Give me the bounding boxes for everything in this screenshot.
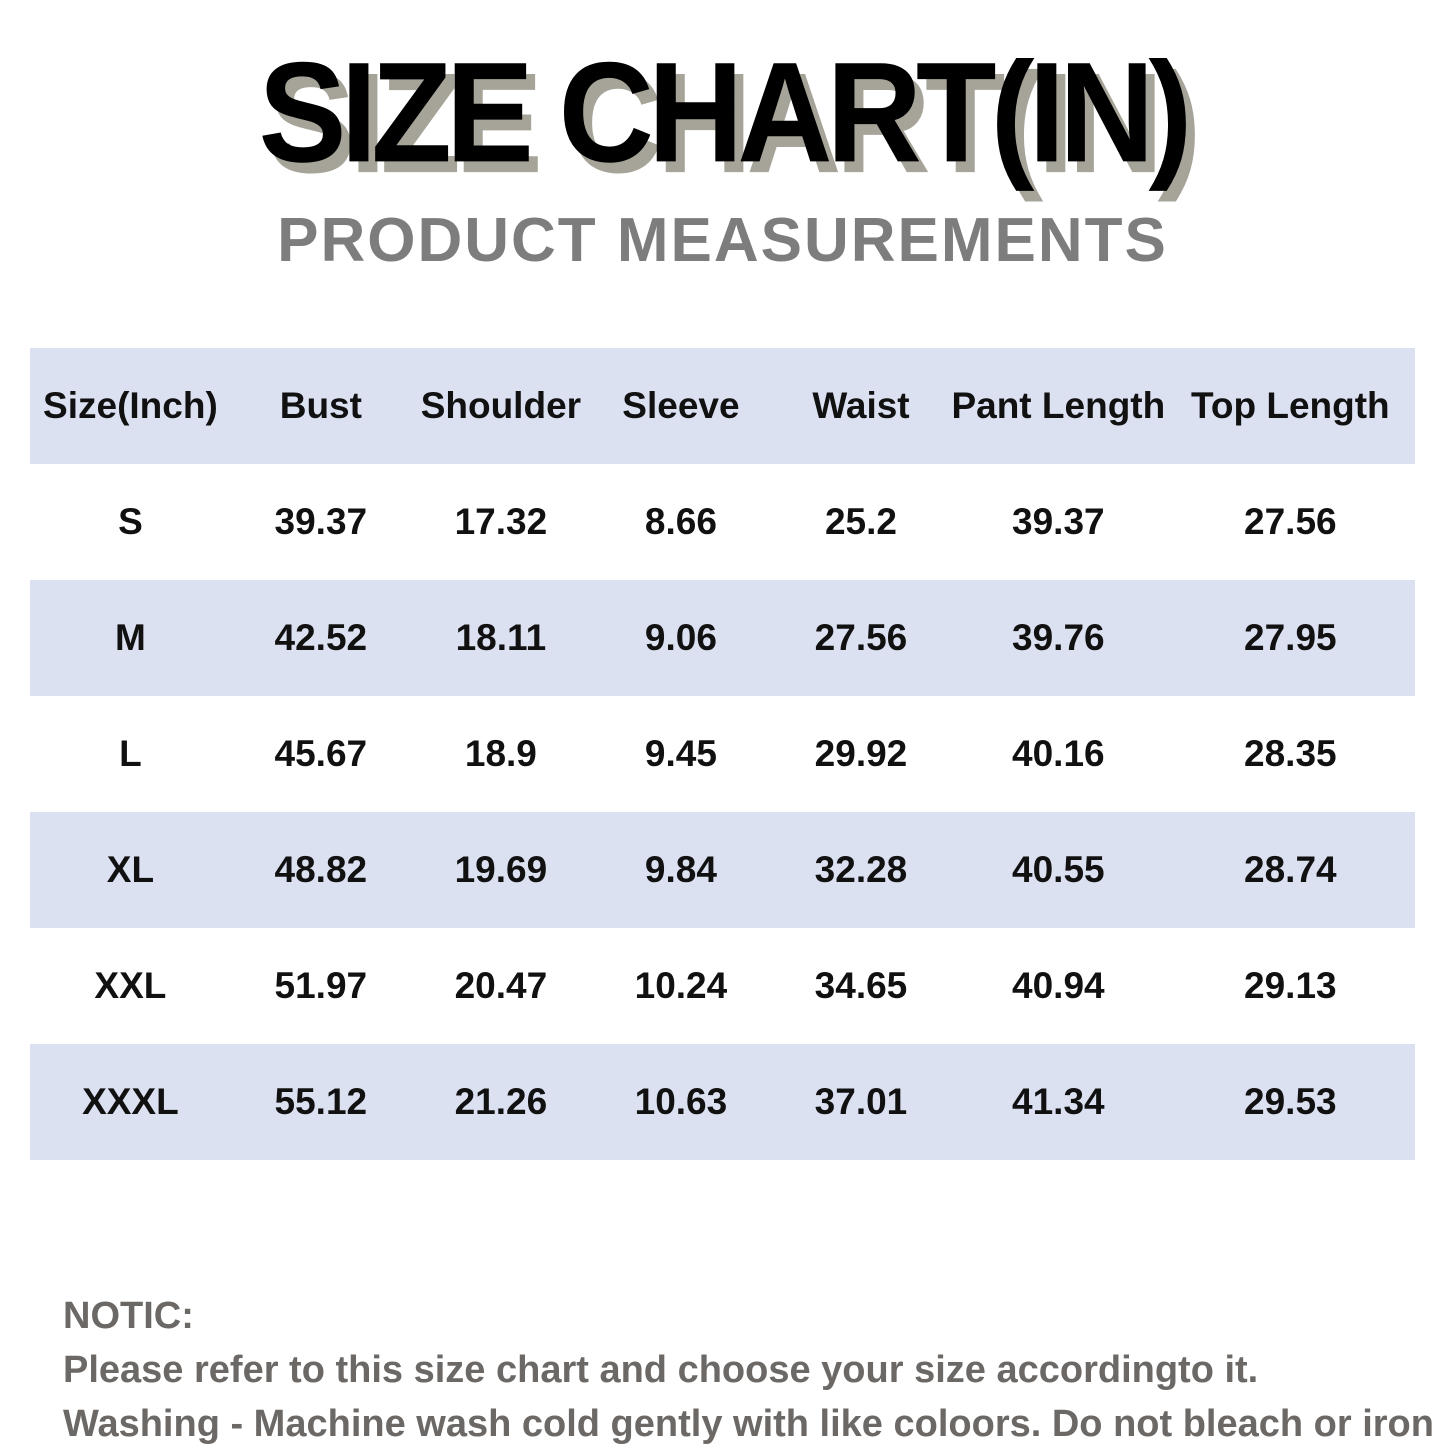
- measurement-cell: 9.45: [644, 732, 717, 774]
- column-header: Pant Length: [951, 384, 1166, 426]
- size-cell: M: [114, 616, 146, 658]
- table-row: [30, 812, 1415, 928]
- measurement-cell: 18.9: [464, 732, 537, 774]
- table-row: [30, 464, 1415, 580]
- column-header: Top Length: [1191, 384, 1390, 426]
- notes-heading: NOTIC:: [63, 1294, 194, 1337]
- measurement-cell: 28.35: [1244, 732, 1337, 774]
- table-row: [30, 1044, 1415, 1160]
- column-header: Bust: [279, 384, 362, 426]
- column-header: Sleeve: [622, 384, 740, 426]
- measurement-cell: 27.56: [814, 616, 908, 658]
- measurement-cell: 41.34: [1012, 1080, 1105, 1122]
- table-row: [30, 928, 1415, 1044]
- measurement-cell: 9.84: [644, 848, 717, 890]
- measurement-cell: 8.66: [644, 500, 717, 542]
- note-washing-instructions: Washing - Machine wash cold gently with like coloors. Do not bleach or iron: [63, 1402, 1434, 1445]
- size-cell: XXL: [94, 964, 167, 1006]
- measurement-cell: 39.37: [274, 500, 368, 542]
- page-title: SIZE CHART(IN): [258, 32, 1187, 192]
- measurement-cell: 9.06: [644, 616, 717, 658]
- table-row: [30, 696, 1415, 812]
- size-cell: S: [118, 500, 143, 542]
- measurement-cell: 39.76: [1012, 616, 1105, 658]
- measurement-cell: 29.53: [1244, 1080, 1337, 1122]
- size-table: [30, 348, 1415, 1160]
- column-header: Shoulder: [420, 384, 582, 426]
- table-header-row: [30, 348, 1415, 464]
- measurement-cell: 27.56: [1244, 500, 1337, 542]
- measurement-cell: 27.95: [1244, 616, 1337, 658]
- measurement-cell: 39.37: [1012, 500, 1105, 542]
- note-size-advice: Please refer to this size chart and choose your size accordingto it.: [63, 1348, 1259, 1391]
- size-cell: XXXL: [82, 1080, 179, 1122]
- measurement-cell: 48.82: [274, 848, 368, 890]
- measurement-cell: 29.13: [1244, 964, 1337, 1006]
- measurement-cell: 37.01: [814, 1080, 908, 1122]
- page-subtitle: PRODUCT MEASUREMENTS: [277, 205, 1168, 275]
- measurement-cell: 10.63: [634, 1080, 728, 1122]
- table-row: [30, 580, 1415, 696]
- measurement-cell: 20.47: [454, 964, 548, 1006]
- notes-section: [63, 1290, 1445, 1452]
- measurement-cell: 19.69: [454, 848, 548, 890]
- measurement-cell: 17.32: [454, 500, 548, 542]
- measurement-cell: 55.12: [274, 1080, 368, 1122]
- measurement-cell: 40.55: [1012, 848, 1105, 890]
- measurement-cell: 32.28: [814, 848, 908, 890]
- column-header: Waist: [812, 384, 910, 426]
- measurement-cell: 40.16: [1012, 732, 1105, 774]
- measurement-cell: 25.2: [824, 500, 897, 542]
- measurement-cell: 51.97: [274, 964, 368, 1006]
- measurement-cell: 42.52: [274, 616, 368, 658]
- measurement-cell: 40.94: [1012, 964, 1105, 1006]
- measurement-cell: 18.11: [455, 616, 547, 658]
- size-cell: XL: [106, 848, 155, 890]
- measurement-cell: 45.67: [274, 732, 368, 774]
- size-cell: L: [119, 732, 142, 774]
- measurement-cell: 10.24: [634, 964, 728, 1006]
- measurement-cell: 29.92: [814, 732, 908, 774]
- measurement-cell: 34.65: [814, 964, 908, 1006]
- measurement-cell: 21.26: [454, 1080, 548, 1122]
- column-header: Size(Inch): [43, 384, 218, 426]
- measurement-cell: 28.74: [1244, 848, 1337, 890]
